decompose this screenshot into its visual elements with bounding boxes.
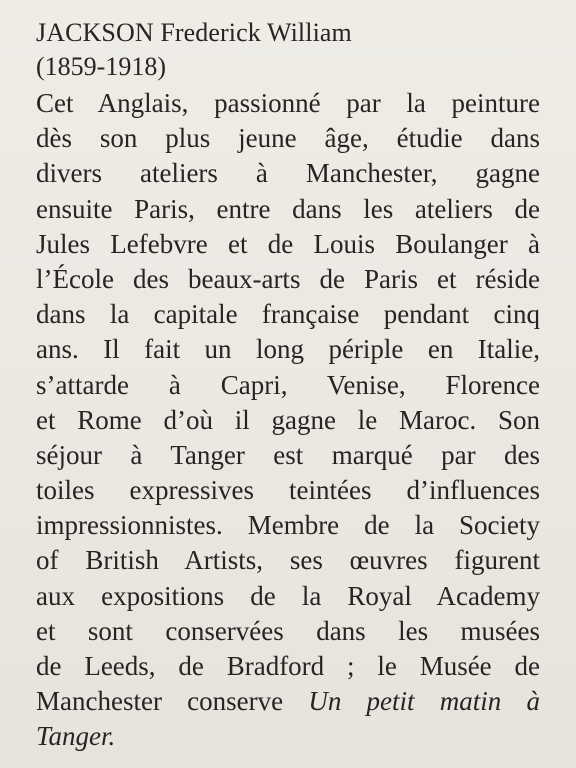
bio-line: impressionnistes. Membre de la Society [36, 510, 540, 541]
artwork-title-part-2: Tanger. [36, 721, 116, 752]
bio-line: Cet Anglais, passionné par la peinture [36, 88, 540, 118]
bio-line: Jules Lefebvre et de Louis Boulanger à [36, 228, 540, 259]
bio-line: divers ateliers à Manchester, gagne [36, 158, 540, 189]
bio-text-prefix: Manchester conserve [36, 686, 309, 717]
artist-name [36, 16, 540, 50]
bio-line: séjour à Tanger est marqué par des [36, 439, 540, 470]
bio-line: s’attarde à Capri, Venise, Florence [36, 369, 540, 400]
bio-line: et Rome d’où il gagne le Maroc. Son [36, 404, 540, 435]
artist-label [36, 16, 540, 755]
bio-line: toiles expressives teintées d’influences [36, 475, 540, 506]
bio-line-artwork [36, 684, 540, 719]
bio-line-final [36, 719, 540, 754]
artist-surname: JACKSON [36, 18, 154, 47]
artwork-title-part-1: Un petit matin à [308, 686, 540, 717]
bio-line: de Leeds, de Bradford ; le Musée de [36, 651, 540, 681]
bio-line: ans. Il fait un long périple en Italie, [36, 334, 540, 365]
artist-given-names: Frederick William [160, 18, 352, 47]
artist-dates: (1859-1918) [36, 52, 166, 81]
bio-line: et sont conservées dans les musées [36, 615, 540, 646]
bio-line: ensuite Paris, entre dans les ateliers de [36, 193, 540, 224]
bio-line: l’École des beaux-arts de Paris et réside [36, 263, 540, 294]
bio-line: dans la capitale française pendant cinq [36, 299, 540, 330]
bio-line: aux expositions de la Royal Academy [36, 580, 540, 611]
biography [36, 86, 540, 755]
bio-line: dès son plus jeune âge, étudie dans [36, 123, 540, 154]
bio-line: of British Artists, ses œuvres figurent [36, 545, 540, 576]
